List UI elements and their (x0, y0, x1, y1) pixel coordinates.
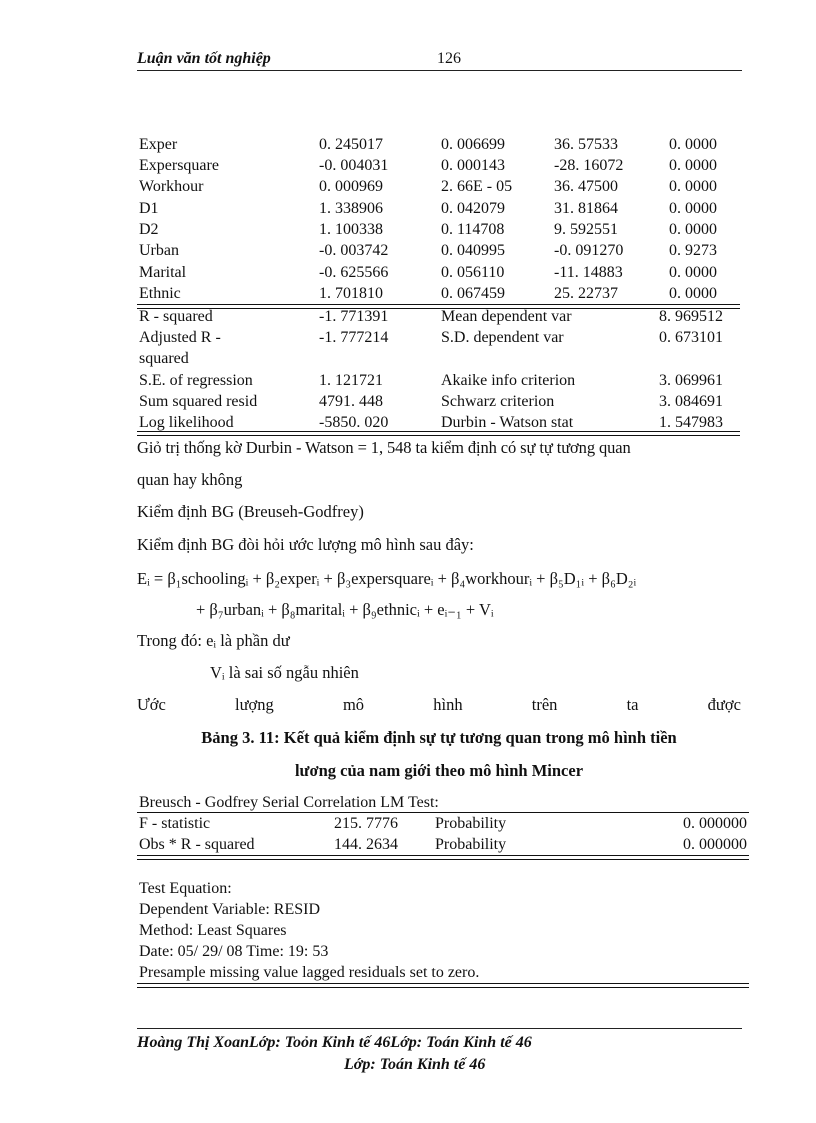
table-row (139, 327, 739, 348)
cell: 0. 042079 (441, 200, 505, 217)
cell: 0. 067459 (441, 285, 505, 302)
cell: -28. 16072 (554, 157, 624, 174)
cell: Expersquare (139, 157, 219, 174)
cell: Akaike info criterion (441, 372, 576, 389)
equation-line-2: + β₇urbanᵢ + β₈maritalᵢ + β₉ethnicᵢ + eᵢ₋₁ + Vᵢ (196, 600, 494, 619)
durbin-watson-text-cont: quan hay không (137, 470, 243, 489)
cell: 31. 81864 (554, 200, 618, 217)
cell: 0. 0000 (669, 157, 717, 174)
cell: 1. 547983 (659, 414, 723, 431)
cell: 9. 592551 (554, 221, 618, 238)
table-row (139, 348, 739, 369)
table-row (139, 262, 739, 283)
cell: 144. 2634 (334, 836, 398, 853)
table-caption-line-2: lương của nam giới theo mô hình Mincer (294, 761, 584, 780)
cell: -11. 14883 (554, 264, 623, 281)
cell: 1. 100338 (319, 221, 383, 238)
word: hình (433, 695, 463, 714)
table-row (139, 176, 739, 197)
cell: 2. 66E - 05 (441, 178, 513, 195)
bg-requirement-text: Kiểm định BG đòi hỏi ước lượng mô hình sau đây: (137, 535, 474, 554)
cell: Probability (435, 836, 507, 853)
cell: 8. 969512 (659, 308, 723, 325)
header-rule (137, 70, 742, 71)
word: trên (531, 695, 558, 714)
cell: Sum squared resid (139, 393, 258, 410)
bg-test-title: Kiểm định BG (Breuseh-Godfrey) (137, 502, 364, 521)
where-text: Trong đó: eᵢ là phần dư (137, 631, 290, 650)
footer-line-2: Lớp: Toán Kinh tế 46 (344, 1056, 486, 1073)
word: mô (342, 695, 365, 714)
cell: -0. 003742 (319, 242, 389, 259)
cell: Ethnic (139, 285, 181, 302)
table-row (139, 813, 749, 834)
cell: Log likelihood (139, 414, 234, 431)
cell: Mean dependent var (441, 308, 572, 325)
cell: Probability (435, 815, 507, 832)
table-double-rule (137, 431, 740, 436)
page-header-title: Luận văn tốt nghiệp (137, 50, 271, 67)
cell: 0. 0000 (669, 264, 717, 281)
cell: -5850. 020 (319, 414, 389, 431)
table-row (139, 306, 739, 327)
footer-line-1: Hoàng Thị XoanLớp: Toỏn Kinh tế 46Lớp: Toán Kinh tế 46 (137, 1034, 532, 1051)
table-row (139, 155, 739, 176)
cell: R - squared (139, 308, 213, 325)
table-row (139, 240, 739, 261)
table-row (139, 370, 739, 391)
cell: 36. 57533 (554, 136, 618, 153)
cell: Marital (139, 264, 187, 281)
test-equation-line: Dependent Variable: RESID (139, 901, 320, 918)
cell: Obs * R - squared (139, 836, 255, 853)
bg-table-title: Breusch - Godfrey Serial Correlation LM Test: (139, 794, 439, 811)
cell: 0. 000000 (683, 815, 747, 832)
cell: 215. 7776 (334, 815, 398, 832)
footer-rule (137, 1028, 742, 1029)
cell: -1. 771391 (319, 308, 389, 325)
cell: Urban (139, 242, 179, 259)
cell: 0. 000000 (683, 836, 747, 853)
test-equation-line: Date: 05/ 29/ 08 Time: 19: 53 (139, 943, 329, 960)
cell: 0. 040995 (441, 242, 505, 259)
cell: 1. 121721 (319, 372, 383, 389)
cell: 36. 47500 (554, 178, 618, 195)
cell: -0. 004031 (319, 157, 389, 174)
estimate-sentence (137, 695, 741, 715)
word: lượng (235, 695, 274, 714)
cell: 25. 22737 (554, 285, 618, 302)
cell: 4791. 448 (319, 393, 383, 410)
word: Ước (137, 695, 166, 714)
table-row (139, 412, 739, 433)
table-row (139, 219, 739, 240)
test-equation-line: Test Equation: (139, 880, 232, 897)
vi-definition: Vᵢ là sai số ngẫu nhiên (210, 663, 359, 682)
cell: squared (139, 350, 189, 367)
cell: 0. 0000 (669, 136, 717, 153)
cell: 0. 0000 (669, 285, 717, 302)
table-row (139, 134, 739, 155)
page-number: 126 (437, 50, 461, 67)
cell: 3. 069961 (659, 372, 723, 389)
word: được (707, 695, 741, 714)
cell: 0. 673101 (659, 329, 723, 346)
cell: Schwarz criterion (441, 393, 555, 410)
test-equation-line: Presample missing value lagged residuals set to zero. (139, 964, 480, 981)
table-row (139, 391, 739, 412)
cell: 0. 0000 (669, 178, 717, 195)
cell: D2 (139, 221, 159, 238)
cell: 0. 006699 (441, 136, 505, 153)
cell: S.E. of regression (139, 372, 253, 389)
cell: 0. 9273 (669, 242, 717, 259)
table-row (139, 283, 739, 304)
cell: 1. 701810 (319, 285, 383, 302)
table-caption-line-1: Bảng 3. 11: Kết quả kiểm định sự tự tương quan trong mô hình tiền (201, 728, 677, 747)
cell: -0. 625566 (319, 264, 389, 281)
cell: 0. 000969 (319, 178, 383, 195)
table-row (139, 198, 739, 219)
cell: Exper (139, 136, 178, 153)
cell: 0. 056110 (441, 264, 505, 281)
cell: -0. 091270 (554, 242, 624, 259)
cell: F - statistic (139, 815, 211, 832)
cell: 3. 084691 (659, 393, 723, 410)
cell: 0. 0000 (669, 200, 717, 217)
cell: 0. 000143 (441, 157, 505, 174)
table-row (139, 834, 749, 855)
equation-line-1: Eᵢ = β₁schoolingᵢ + β₂experᵢ + β₃expersquareᵢ + β₄workhourᵢ + β₅D₁ᵢ + β₆D₂ᵢ (137, 569, 637, 588)
cell: Adjusted R - (139, 329, 221, 346)
test-equation-line: Method: Least Squares (139, 922, 287, 939)
cell: Durbin - Watson stat (441, 414, 574, 431)
durbin-watson-text: Giỏ trị thống kờ Durbin - Watson = 1, 548 ta kiểm định có sự tự tương quan (137, 438, 631, 457)
table-double-rule (137, 855, 749, 860)
cell: 0. 114708 (441, 221, 505, 238)
cell: 0. 245017 (319, 136, 383, 153)
table-double-rule (137, 983, 749, 988)
cell: D1 (139, 200, 159, 217)
cell: -1. 777214 (319, 329, 389, 346)
cell: Workhour (139, 178, 204, 195)
cell: 0. 0000 (669, 221, 717, 238)
cell: 1. 338906 (319, 200, 383, 217)
cell: S.D. dependent var (441, 329, 564, 346)
word: ta (626, 695, 639, 714)
